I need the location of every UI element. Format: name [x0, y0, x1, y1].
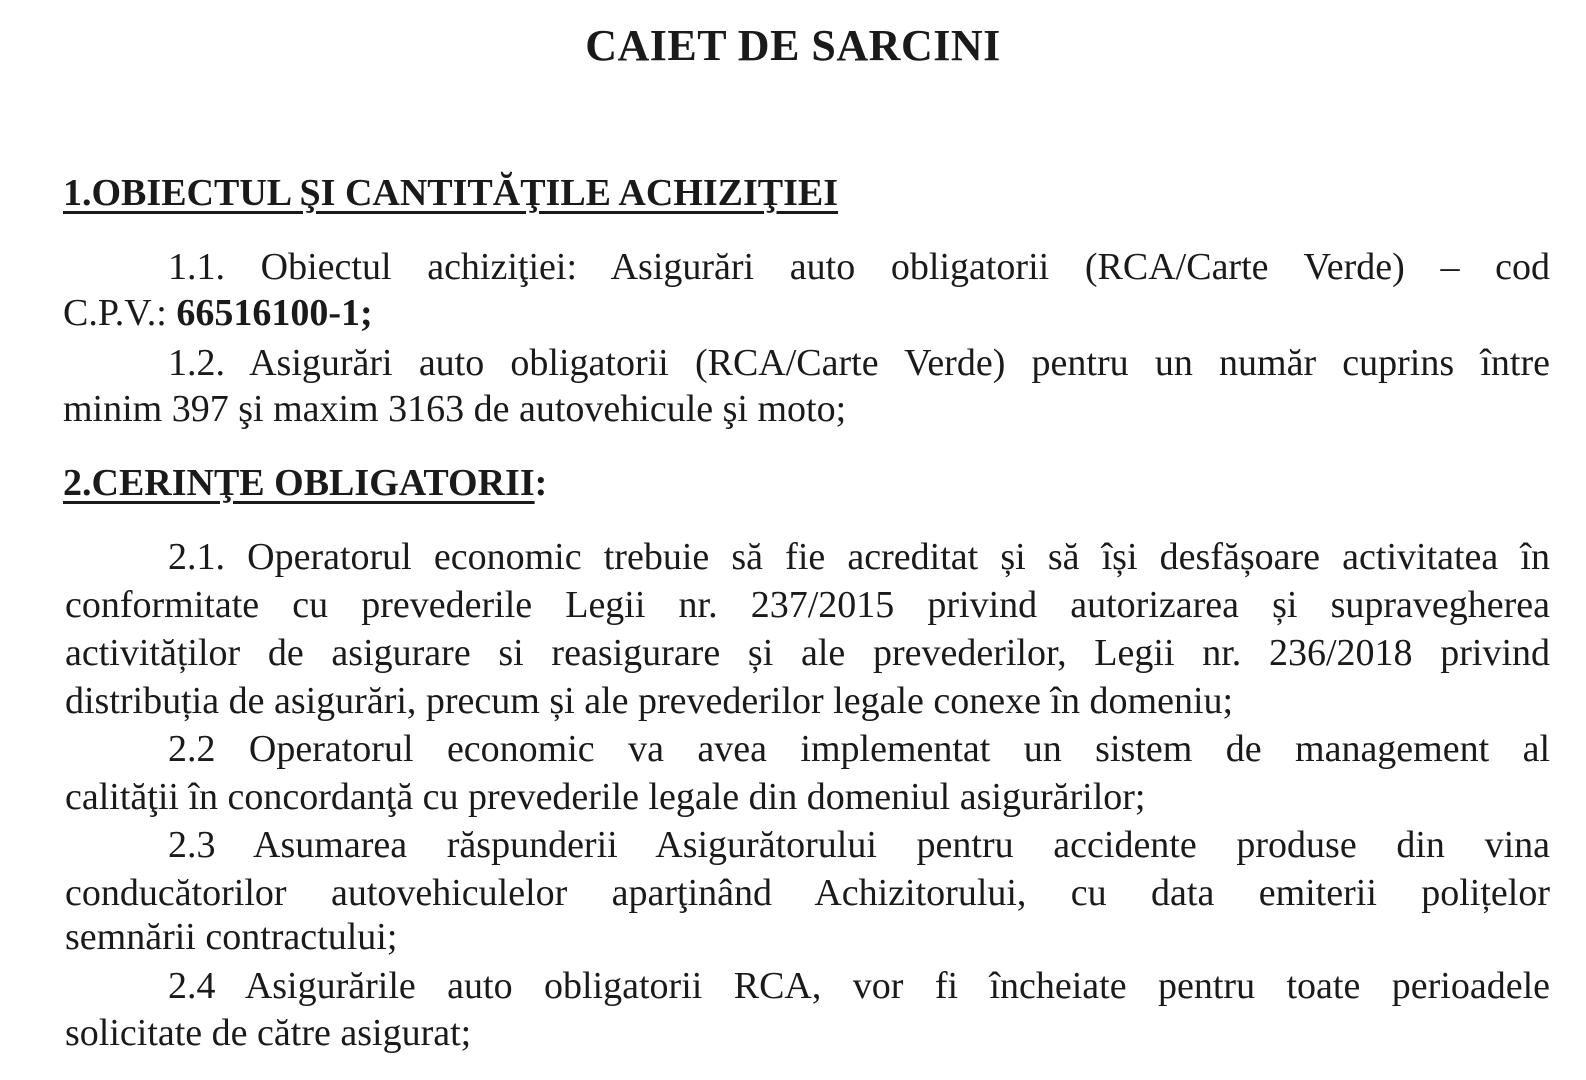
paragraph-2-4-line-1: 2.4 Asigurările auto obligatorii RCA, vor fi încheiate pentru toate perioadele — [168, 965, 1550, 1007]
paragraph-1-2-line-2: minim 397 şi maxim 3163 de autovehicule şi moto; — [63, 388, 847, 430]
paragraph-1-1-line-2 — [63, 290, 373, 336]
paragraph-2-2-line-2: calităţii în concordanţă cu prevederile legale din domeniul asigurărilor; — [65, 776, 1146, 818]
section-2-heading: 2.CERINŢE OBLIGATORII — [63, 462, 535, 504]
paragraph-2-3-line-2: conducătorilor autovehiculelor aparţinând Achizitorului, cu data emiterii polițelor — [65, 872, 1550, 914]
paragraph-2-3-line-3: semnării contractului; — [65, 916, 398, 958]
paragraph-2-4-line-2: solicitate de către asigurat; — [65, 1012, 472, 1054]
section-2-heading-wrap — [63, 460, 547, 506]
paragraph-2-1-line-3: activităților de asigurare si reasigurare și ale prevederilor, Legii nr. 236/2018 privind — [65, 632, 1550, 674]
cpv-label: C.P.V.: — [63, 292, 177, 334]
paragraph-2-2-line-1: 2.2 Operatorul economic va avea implementat un sistem de management al — [168, 728, 1550, 770]
paragraph-1-1-line-1: 1.1. Obiectul achiziţiei: Asigurări auto obligatorii (RCA/Carte Verde) – cod — [168, 246, 1550, 288]
document-title: CAIET DE SARCINI — [585, 21, 1001, 70]
paragraph-2-3-line-1: 2.3 Asumarea răspunderii Asigurătorului pentru accidente produse din vina — [168, 824, 1550, 866]
paragraph-1-2-line-1: 1.2. Asigurări auto obligatorii (RCA/Carte Verde) pentru un număr cuprins între — [168, 342, 1550, 384]
paragraph-2-1-line-4: distribuția de asigurări, precum și ale prevederilor legale conexe în domeniu; — [65, 680, 1234, 722]
paragraph-2-1-line-1: 2.1. Operatorul economic trebuie să fie acreditat și să își desfășoare activitatea în — [168, 536, 1550, 578]
section-1-heading: 1.OBIECTUL ŞI CANTITĂŢILE ACHIZIŢIEI — [63, 172, 839, 214]
section-2-heading-colon: : — [534, 462, 548, 504]
paragraph-2-1-line-2: conformitate cu prevederile Legii nr. 237/2015 privind autorizarea și supravegherea — [65, 584, 1550, 626]
cpv-code: 66516100-1; — [176, 292, 373, 334]
